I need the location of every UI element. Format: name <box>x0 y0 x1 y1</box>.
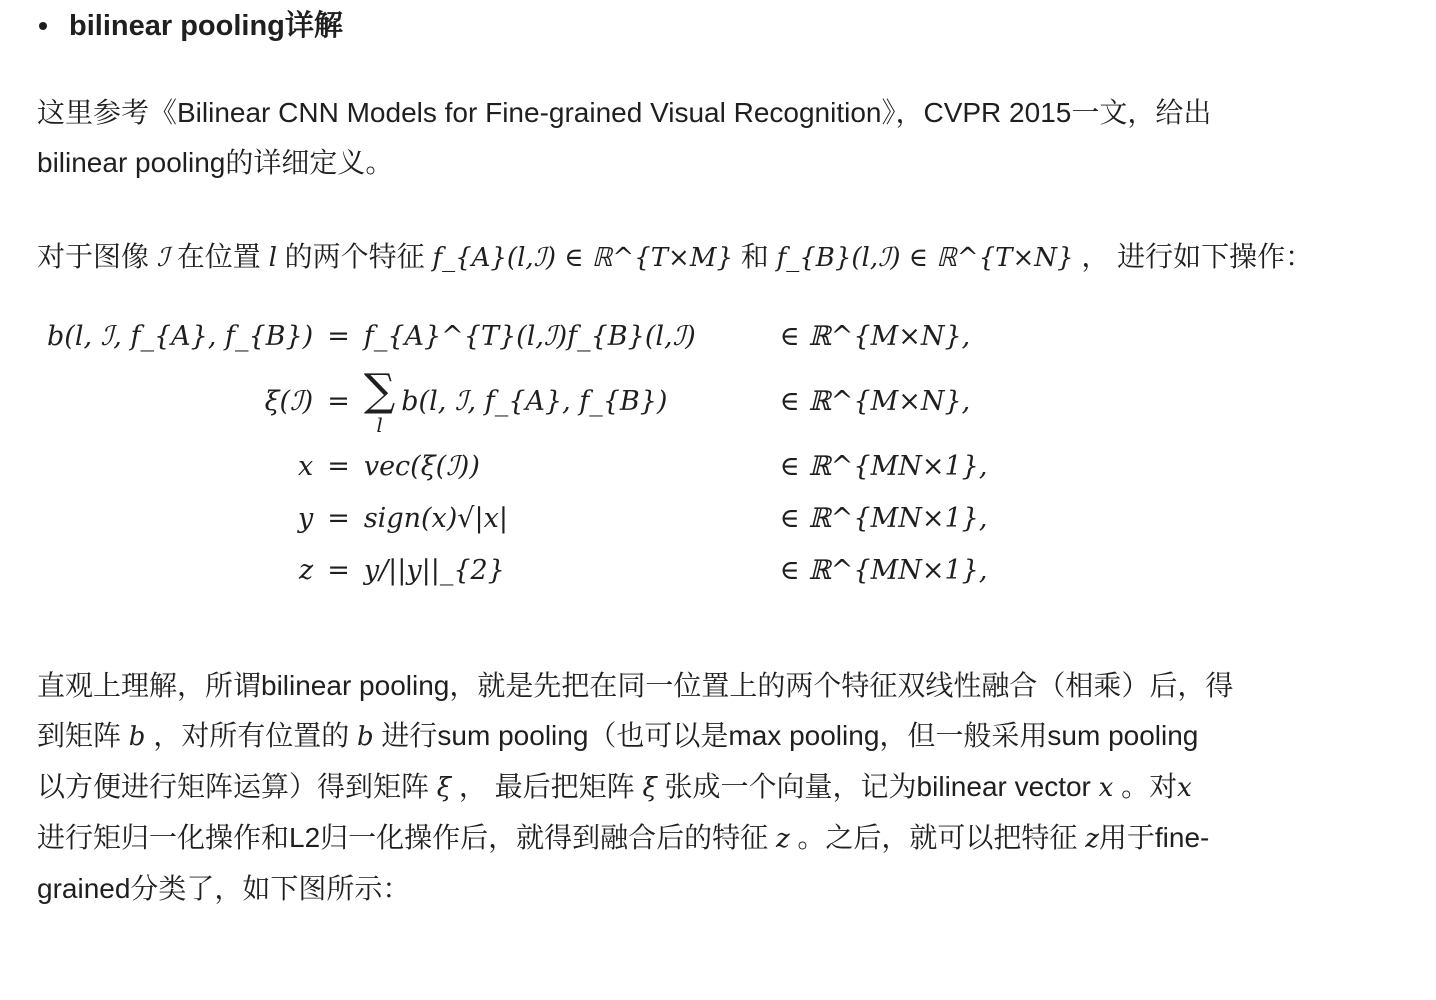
equals-sign: = <box>327 321 350 352</box>
bullet-heading <box>37 6 1406 46</box>
text-span: 以方便进行矩阵运算）得到矩阵 <box>37 771 437 802</box>
text-span: 对于图像 <box>37 241 157 272</box>
text-span: 在位置 <box>169 241 269 272</box>
inline-math: ξ <box>642 773 657 803</box>
text-line <box>37 762 1406 813</box>
equation-rhs-cell <box>363 365 696 437</box>
text-line <box>37 661 1406 711</box>
sum-symbol: ∑ <box>363 365 396 416</box>
equation-space: ∈ ℝ^{MN×1}, <box>779 555 988 586</box>
equation-lhs: b(l, ℐ, f_{A}, f_{B}) <box>47 321 314 352</box>
text-line <box>37 864 1406 914</box>
inline-math: ξ <box>436 773 452 803</box>
equals-sign: = <box>327 555 350 586</box>
equation-rhs-cell <box>364 499 696 539</box>
text-line <box>37 232 1406 283</box>
equation-rhs: sign(x)√|x| <box>363 503 508 534</box>
equation-lhs: y <box>297 503 314 534</box>
inline-math: z <box>775 824 790 854</box>
section-heading: bilinear pooling详解 <box>69 10 343 42</box>
text-line <box>37 138 1406 188</box>
equals-sign: = <box>327 451 350 482</box>
text-span: 的两个特征 <box>276 241 433 272</box>
bullet-icon <box>39 22 47 30</box>
equation-lhs: x <box>297 451 314 482</box>
paragraph-features <box>37 232 1406 283</box>
text-span: 。对 <box>1113 771 1178 802</box>
text-span: grained分类了，如下图所示： <box>37 873 411 904</box>
equation-block <box>37 317 1406 591</box>
text-span: 用于fine- <box>1098 822 1210 853</box>
inline-math: ℐ <box>156 243 169 273</box>
inline-math: b <box>128 722 146 752</box>
text-line <box>37 88 1406 138</box>
paragraph-explanation <box>37 661 1406 914</box>
equation-rhs: y/||y||_{2} <box>363 555 505 586</box>
inline-math: z <box>1085 824 1099 854</box>
inline-math: x <box>1098 773 1114 803</box>
text-line <box>37 711 1406 762</box>
paragraph-intro <box>37 88 1406 188</box>
text-span: 。之后，就可以把特征 <box>789 822 1086 853</box>
text-span: 直观上理解，所谓bilinear pooling，就是先把在同一位置上的两个特征双线性融合（相乘）后，得 <box>37 670 1234 701</box>
equals-sign: = <box>327 386 350 417</box>
sum-index: l <box>376 413 383 437</box>
text-span: ， 进行如下操作： <box>1073 241 1314 272</box>
text-line <box>37 813 1406 864</box>
text-span: 进行sum pooling（也可以是max pooling，但一般采用sum pooling <box>373 720 1199 751</box>
text-span: ， 最后把矩阵 <box>451 771 643 802</box>
text-span: ，对所有位置的 <box>145 720 357 751</box>
text-span: bilinear pooling的详细定义。 <box>37 147 394 178</box>
equation-rhs-cell <box>364 551 696 591</box>
inline-math: l <box>268 243 277 273</box>
equation-rhs: b(l, ℐ, f_{A}, f_{B}) <box>401 386 668 417</box>
text-span: 张成一个向量，记为bilinear vector <box>656 771 1099 802</box>
equation-rhs-cell <box>364 447 696 487</box>
equation-space: ∈ ℝ^{M×N}, <box>779 386 971 417</box>
equation-lhs: z <box>298 555 314 586</box>
text-span: 和 <box>733 241 777 272</box>
inline-math: b <box>357 722 374 752</box>
text-span: 进行矩归一化操作和L2归一化操作后，就得到融合后的特征 <box>37 822 776 853</box>
equation-space: ∈ ℝ^{MN×1}, <box>779 503 988 534</box>
equation-rhs-cell <box>364 317 696 357</box>
text-span: 这里参考《Bilinear CNN Models for Fine-grained Visual Recognition》，CVPR 2015一文，给出 <box>37 97 1212 128</box>
equation-lhs: ξ(ℐ) <box>264 386 314 417</box>
equals-sign: = <box>327 503 350 534</box>
text-span: 到矩阵 <box>37 720 129 751</box>
equation-space: ∈ ℝ^{MN×1}, <box>779 451 988 482</box>
sum-operator <box>363 365 396 437</box>
inline-math: f_{A}(l,ℐ) ∈ ℝ^{T×M} <box>432 243 734 273</box>
inline-math: x <box>1177 773 1192 803</box>
inline-math: f_{B}(l,ℐ) ∈ ℝ^{T×N} <box>776 243 1074 273</box>
equation-rhs: vec(ξ(ℐ)) <box>363 451 480 482</box>
equation-rhs: f_{A}^{T}(l,ℐ)f_{B}(l,ℐ) <box>363 321 696 352</box>
equation-space: ∈ ℝ^{M×N}, <box>779 321 971 352</box>
